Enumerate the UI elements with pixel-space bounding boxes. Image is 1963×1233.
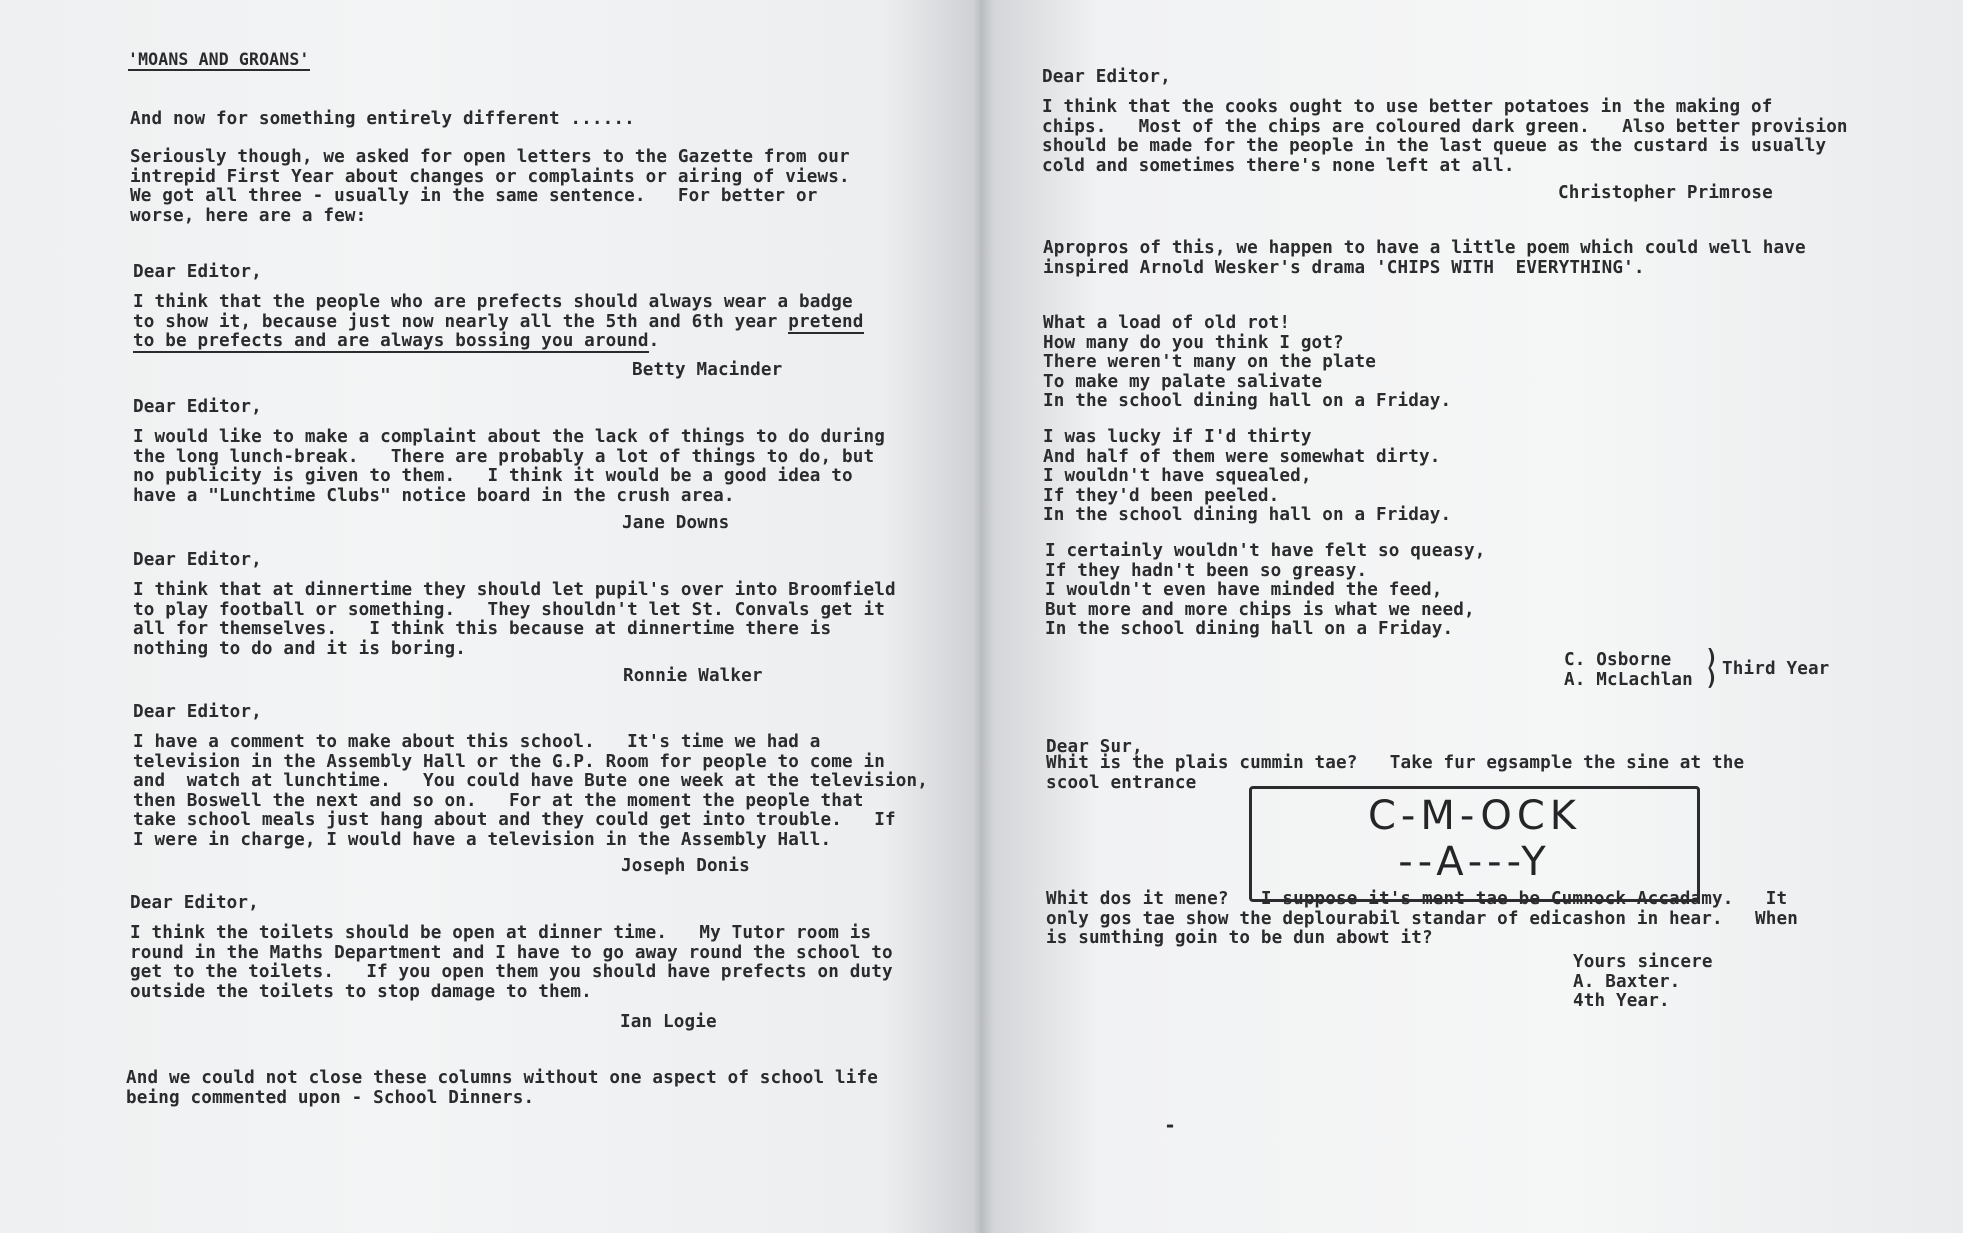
letter-body: I would like to make a complaint about the lack of things to do during the long lunch-break. There are probably a lot of things to do, but no publicity is given to them. I think it would be a good idea to have a "Lunchtime Clubs" notice board in the crush area. — [133, 427, 885, 506]
letter-body — [133, 293, 864, 352]
letter-body: I think the toilets should be open at dinner time. My Tutor room is round in the Maths Department and I have to go away round the school to get to the toilets. If you open them you should have prefects on duty outside the toilets to stop damage to them. — [130, 923, 893, 1002]
poem-author: C. Osborne — [1564, 650, 1672, 670]
letter-body: I think that at dinnertime they should let pupil's over into Broomfield to play football or something. They shouldn't let St. Convals get it all for themselves. I think this because at dinnertime there is nothing to do and it is boring. — [133, 580, 896, 659]
letter-salutation: Dear Editor, — [133, 702, 262, 722]
letter-signature: Christopher Primrose — [1558, 183, 1773, 203]
explanation-paragraph: Seriously though, we asked for open letters to the Gazette from our intrepid First Year about changes or complaints or airing of views. We got all three - usually in the same sentence. For better or worse, here are a few: — [130, 147, 850, 226]
closing-paragraph: And we could not close these columns without one aspect of school life being commented upon - School Dinners. — [126, 1068, 878, 1108]
letter-signature: Jane Downs — [622, 513, 730, 533]
letter-salutation: Dear Editor, — [133, 550, 262, 570]
sign-line: --A---Y — [1398, 839, 1551, 885]
letter-salutation: Dear Sur, — [1046, 737, 1143, 757]
heading-text: 'MOANS AND GROANS' — [128, 50, 310, 69]
letter-signature: Ian Logie — [620, 1012, 717, 1032]
letter-signature: Joseph Donis — [621, 856, 750, 876]
poem-stanza: What a load of old rot! How many do you think I got? There weren't many on the plate To make my palate salivate In the school dining hall on a Friday. — [1043, 313, 1452, 411]
letter-body: I have a comment to make about this school. It's time we had a television in the Assembly Hall or the G.P. Room for people to come in and watch at lunchtime. You could have Bute one week at the television, then Boswell the next and so on. For at the moment the people that take school meals just hang about and they could get into trouble. If I were in charge, I would have a television in the Assembly Hall. — [133, 732, 928, 850]
bracket-glyph: ) — [1705, 646, 1719, 671]
letter-signature: Betty Macinder — [632, 360, 783, 380]
poem-stanza: I certainly wouldn't have felt so queasy, If they hadn't been so greasy. I wouldn't even have minded the feed, But more and more chips is what we need, In the school dining hall on a Friday. — [1045, 541, 1486, 639]
letter-body: Whit is the plais cummin tae? Take fur egsample the sine at the scool entrance — [1046, 753, 1745, 793]
bracket-glyph: ) — [1705, 666, 1719, 691]
letter-salutation: Dear Editor, — [133, 262, 262, 282]
apropos-paragraph: Apropros of this, we happen to have a little poem which could well have inspired Arnold Wesker's drama 'CHIPS WITH EVERYTHING'. — [1043, 238, 1806, 278]
sign-line: C-M-OCK — [1367, 793, 1582, 839]
letter-signature: Ronnie Walker — [623, 666, 763, 686]
letter-body-text: I think that the people who are prefects should always wear a badge to show it, because just now nearly all the 5th and 6th year — [133, 292, 853, 332]
letter-salutation: Dear Editor, — [130, 893, 259, 913]
intro-text: And now for something entirely different ...... — [130, 109, 635, 129]
poem-author: A. McLachlan — [1564, 670, 1693, 690]
letter-body: Whit dos it mene? I suppose it's ment tae be Cumnock Accadamy. It only gos tae show the deplourabil standar of edicashon in hear. When is sumthing goin to be dun abowt it? — [1046, 889, 1798, 948]
letter-salutation: Dear Editor, — [1042, 67, 1171, 87]
letter-body-end: . — [648, 331, 660, 351]
school-sign-drawing — [1249, 786, 1700, 902]
left-page — [0, 0, 980, 1233]
underlined-text: to be prefects and are always bossing you around — [133, 331, 649, 351]
letter-salutation: Dear Editor, — [133, 397, 262, 417]
letter-body: I think that the cooks ought to use better potatoes in the making of chips. Most of the chips are coloured dark green. Also better provision should be made for the people in the last queue as the custard is usually cold and sometimes there's none left at all. — [1042, 97, 1848, 176]
poem-stanza: I was lucky if I'd thirty And half of them were somewhat dirty. I wouldn't have squealed, If they'd been peeled. In the school dining hall on a Friday. — [1043, 427, 1452, 525]
letter-closing: Yours sincere A. Baxter. 4th Year. — [1573, 952, 1713, 1011]
page-heading — [128, 50, 310, 70]
end-mark: - — [1164, 1113, 1177, 1137]
underlined-text: pretend — [788, 311, 864, 332]
poem-year: Third Year — [1722, 659, 1830, 679]
